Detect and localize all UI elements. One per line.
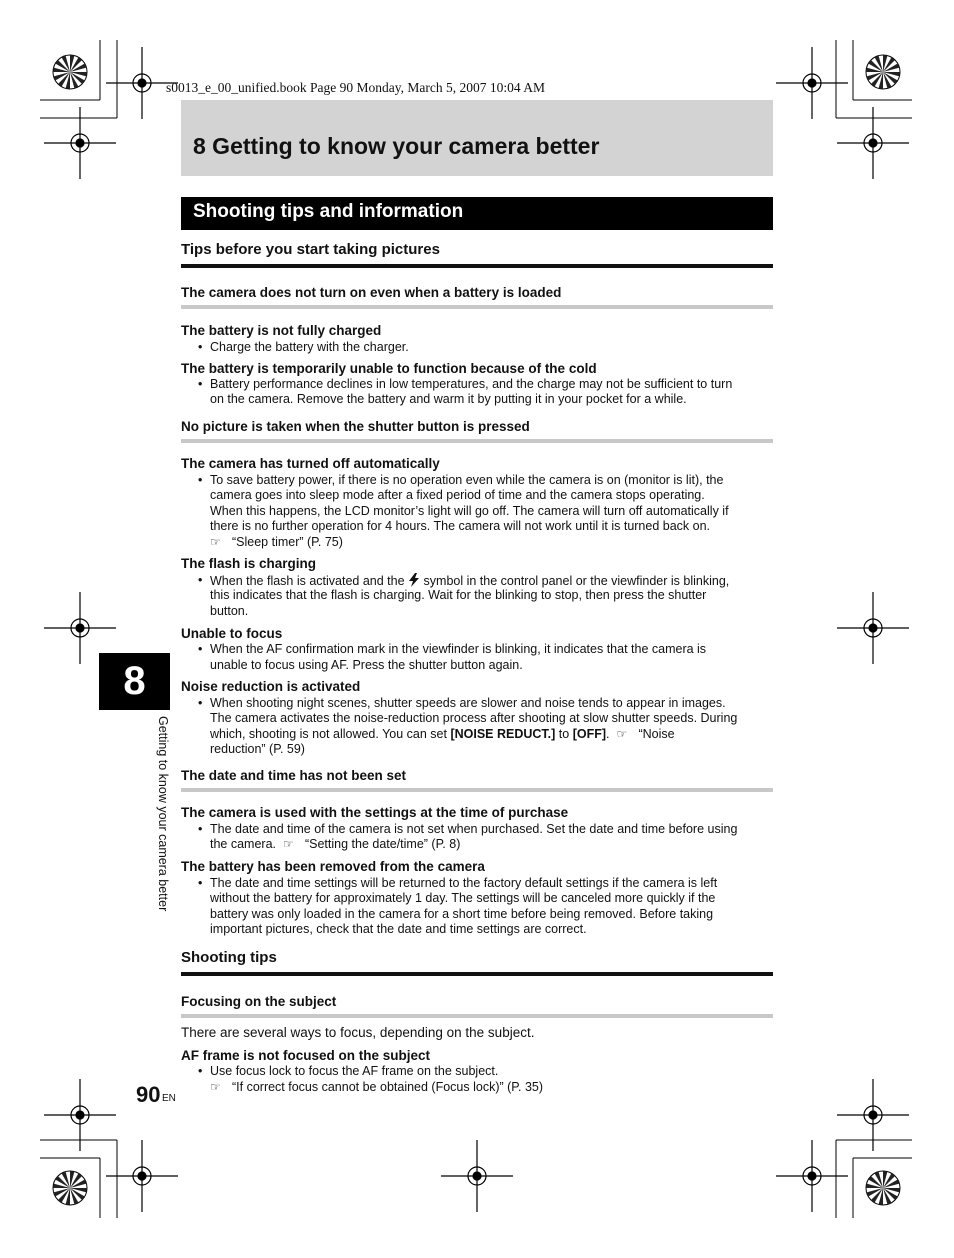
body-line: there is no further operation for 4 hours. The camera will not work until it is turned back on. (210, 519, 711, 533)
body-text: to (555, 727, 573, 741)
body-line: battery was only loaded in the camera for a short time before being removed. Before taking (210, 907, 714, 921)
battery-cold-title: The battery is temporarily unable to function because of the cold (181, 361, 597, 376)
body-line: Battery performance declines in low temperatures, and the charge may not be sufficient to turn (210, 377, 733, 391)
reference-icon: ☞ (210, 535, 221, 549)
focusing-intro: There are several ways to focus, depending on the subject. (181, 1025, 535, 1040)
body-text: symbol in the control panel or the viewfinder is blinking, (423, 574, 730, 588)
body-line: reduction” (P. 59) (210, 742, 305, 756)
starburst-target-icon (53, 1171, 87, 1205)
body-line: on the camera. Remove the battery and warm it by putting it in your pocket for a while. (210, 392, 687, 406)
af-frame-title: AF frame is not focused on the subject (181, 1048, 431, 1063)
body-line: Charge the battery with the charger. (210, 340, 409, 354)
reference-text: “Sleep timer” (P. 75) (232, 535, 343, 549)
reference-line (210, 1080, 543, 1094)
body-text: When the flash is activated and the (210, 574, 405, 588)
registration-crosshair-icon (776, 47, 848, 119)
registration-crosshair-icon (441, 1140, 513, 1212)
section-title: Shooting tips and information (193, 201, 464, 222)
reference-text: “Noise (638, 727, 675, 741)
body-line: this indicates that the flash is charging. Wait for the blinking to stop, then press the shutter (210, 588, 707, 602)
running-chapter-title: Getting to know your camera better (156, 716, 170, 912)
flash-charging-title: The flash is charging (181, 556, 317, 571)
heading-rule (181, 972, 773, 976)
bullet-mark: • (198, 573, 203, 587)
reference-line (210, 535, 343, 549)
subheading-rule (181, 788, 773, 792)
bullet-mark: • (198, 1064, 203, 1078)
starburst-target-icon (866, 1171, 900, 1205)
bullet-mark: • (198, 473, 203, 487)
starburst-target-icon (866, 55, 900, 89)
heading-rule (181, 264, 773, 268)
tips-before-heading: Tips before you start taking pictures (181, 241, 440, 258)
unable-focus-title: Unable to focus (181, 626, 283, 641)
purchase-settings-title: The camera is used with the settings at the time of purchase (181, 805, 569, 820)
body-line: The date and time settings will be returned to the factory default settings if the camera is left (210, 876, 718, 890)
bullet-mark: • (198, 642, 203, 656)
bullet-mark: • (198, 377, 203, 391)
focusing-heading: Focusing on the subject (181, 994, 337, 1009)
menu-setting-value: [OFF] (572, 727, 607, 741)
shooting-tips-heading: Shooting tips (181, 949, 277, 966)
body-line: The date and time of the camera is not set when purchased. Set the date and time before using (210, 822, 738, 836)
language-code: EN (162, 1093, 176, 1104)
flash-icon (408, 573, 420, 587)
body-line (210, 573, 729, 588)
chapter-tab-number: 8 (123, 659, 146, 703)
body-text: . (606, 727, 610, 741)
reference-icon: ☞ (210, 1080, 221, 1094)
body-line (210, 837, 460, 851)
reference-text: “Setting the date/time” (P. 8) (304, 837, 461, 851)
subheading-rule (181, 439, 773, 443)
chapter-title: 8 Getting to know your camera better (193, 133, 600, 159)
noise-reduction-title: Noise reduction is activated (181, 679, 361, 694)
body-line: The camera activates the noise-reduction process after shooting at slow shutter speeds. During (210, 711, 738, 725)
body-line: When the AF confirmation mark in the viewfinder is blinking, it indicates that the camera is (210, 642, 707, 656)
bullet-mark: • (198, 340, 203, 354)
body-line: To save battery power, if there is no operation even while the camera is on (monitor is lit), the (210, 473, 724, 487)
subheading-rule (181, 305, 773, 309)
body-line: When shooting night scenes, shutter speeds are slower and noise tends to appear in images. (210, 696, 726, 710)
bullet-mark: • (198, 822, 203, 836)
no-power-heading: The camera does not turn on even when a battery is loaded (181, 285, 562, 300)
starburst-target-icon (53, 55, 87, 89)
date-time-heading: The date and time has not been set (181, 768, 407, 783)
battery-not-charged-title: The battery is not fully charged (181, 323, 382, 338)
body-line (210, 727, 675, 741)
registration-crosshair-icon (837, 592, 909, 664)
body-line: camera goes into sleep mode after a fixed period of time and the camera stops operating. (210, 488, 705, 502)
reference-text: “If correct focus cannot be obtained (Focus lock)” (P. 35) (232, 1080, 544, 1094)
body-line: Use focus lock to focus the AF frame on the subject. (210, 1064, 499, 1078)
body-line: without the battery for approximately 1 day. The settings will be canceled more quickly if the (210, 891, 716, 905)
body-text: the camera. (210, 837, 277, 851)
no-picture-heading: No picture is taken when the shutter button is pressed (181, 419, 530, 434)
body-line: important pictures, check that the date and time settings are correct. (210, 922, 587, 936)
bullet-mark: • (198, 876, 203, 890)
battery-removed-title: The battery has been removed from the camera (181, 859, 485, 874)
body-text: which, shooting is not allowed. You can set (210, 727, 451, 741)
reference-icon: ☞ (282, 837, 294, 851)
bullet-mark: • (198, 696, 203, 710)
subheading-rule (181, 1014, 773, 1018)
body-line: When this happens, the LCD monitor’s light will go off. The camera will turn off automatically if (210, 504, 729, 518)
registration-crosshair-icon (776, 1140, 848, 1212)
body-line: button. (210, 604, 249, 618)
body-line: unable to focus using AF. Press the shutter button again. (210, 658, 523, 672)
file-info-header: s0013_e_00_unified.book Page 90 Monday, March 5, 2007 10:04 AM (166, 80, 545, 95)
reference-icon: ☞ (616, 727, 628, 741)
turned-off-title: The camera has turned off automatically (181, 456, 440, 471)
menu-setting-name: [NOISE REDUCT.] (450, 727, 556, 741)
page-number: 90 (136, 1082, 161, 1107)
